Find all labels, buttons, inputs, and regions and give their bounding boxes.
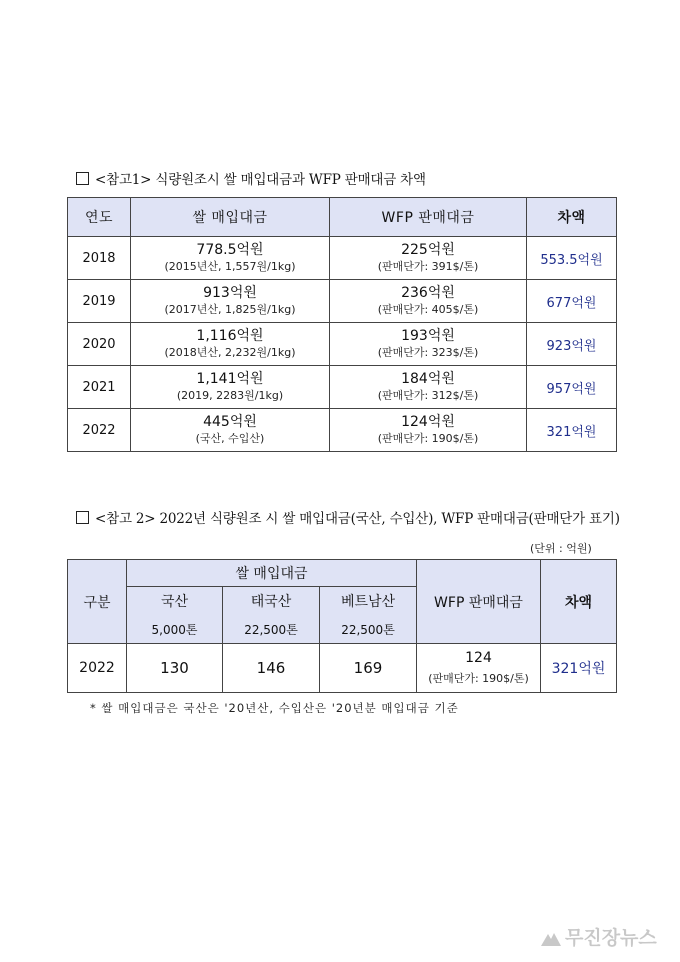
wfp-amount: 124억원 [401, 414, 455, 430]
table-row [68, 237, 617, 280]
header-purchase: 쌀 매입대금 [131, 198, 330, 237]
table-row [68, 323, 617, 366]
row-purchase-cell [131, 237, 330, 280]
row-wfp-cell [330, 237, 527, 280]
row-difference: 957억원 [527, 366, 617, 409]
purchase-note: (2017년산, 1,825원/1kg) [164, 303, 296, 316]
origin-tonnage: 5,000톤 [151, 623, 198, 637]
purchase-note: (2019, 2283원/1kg) [176, 389, 284, 402]
origin-domestic-header [127, 587, 223, 644]
unit-label: (단위 : 억원) [530, 542, 592, 555]
wfp-amount: 236억원 [401, 285, 455, 301]
row-wfp-cell [330, 280, 527, 323]
section2-heading [76, 507, 620, 527]
purchase-note: (2018년산, 2,232원/1kg) [164, 346, 296, 359]
row-purchase-cell [131, 409, 330, 452]
footnote: * 쌀 매입대금은 국산은 '20년산, 수입산은 '20년분 매입대금 기준 [90, 701, 459, 715]
row-purchase-cell [131, 366, 330, 409]
row-year: 2020 [68, 323, 131, 366]
wfp-note: (판매단가: 405$/톤) [377, 303, 479, 316]
header-purchase: 쌀 매입대금 [127, 560, 417, 587]
origin-tonnage: 22,500톤 [341, 623, 395, 637]
vietnam-value: 169 [320, 644, 417, 693]
purchase-difference-table [67, 197, 617, 452]
watermark-text: 무진장뉴스 [565, 927, 657, 949]
purchase-amount: 1,116억원 [196, 328, 264, 344]
row-year: 2022 [68, 409, 131, 452]
mountain-logo-icon [540, 929, 562, 952]
purchase-note: (2015년산, 1,557원/1kg) [164, 260, 296, 273]
origin-thailand-header [223, 587, 320, 644]
row-wfp-cell [330, 409, 527, 452]
table-row [68, 409, 617, 452]
table-row [68, 644, 617, 693]
header-wfp: WFP 판매대금 [417, 560, 541, 644]
row-year: 2019 [68, 280, 131, 323]
row-difference: 321억원 [541, 644, 617, 693]
origin-vietnam-header [320, 587, 417, 644]
row-year: 2022 [68, 644, 127, 693]
wfp-note: (판매단가: 323$/톤) [377, 346, 479, 359]
wfp-amount: 184억원 [401, 371, 455, 387]
origin-tonnage: 22,500톤 [244, 623, 298, 637]
row-purchase-cell [131, 280, 330, 323]
origin-name: 국산 [160, 594, 189, 610]
thailand-value: 146 [223, 644, 320, 693]
wfp-note: (판매단가: 312$/톤) [377, 389, 479, 402]
table-header-row [68, 198, 617, 237]
purchase-amount: 445억원 [203, 414, 257, 430]
wfp-amount: 124 [465, 650, 492, 666]
row-difference: 553.5억원 [527, 237, 617, 280]
origin-name: 태국산 [250, 594, 292, 610]
wfp-amount: 225억원 [401, 242, 455, 258]
header-year: 연도 [68, 198, 131, 237]
wfp-note: (판매단가: 190$/톤) [377, 432, 479, 445]
header-difference: 차액 [527, 198, 617, 237]
row-difference: 321억원 [527, 409, 617, 452]
row-year: 2021 [68, 366, 131, 409]
header-category: 구분 [68, 560, 127, 644]
row-year: 2018 [68, 237, 131, 280]
purchase-amount: 778.5억원 [196, 242, 264, 258]
section1-title: <참고1> 식량원조시 쌀 매입대금과 WFP 판매대금 차액 [95, 172, 426, 188]
checkbox-square-icon [76, 511, 89, 524]
wfp-amount: 193억원 [401, 328, 455, 344]
origin-name: 베트남산 [340, 594, 396, 610]
header-wfp: WFP 판매대금 [330, 198, 527, 237]
table-header-row [68, 560, 617, 587]
section1-heading [76, 168, 426, 188]
table-row [68, 366, 617, 409]
row-purchase-cell [131, 323, 330, 366]
wfp-note: (판매단가: 190$/톤) [428, 672, 529, 685]
checkbox-square-icon [76, 172, 89, 185]
domestic-value: 130 [127, 644, 223, 693]
wfp-note: (판매단가: 391$/톤) [377, 260, 479, 273]
table-row [68, 280, 617, 323]
row-difference: 677억원 [527, 280, 617, 323]
origin-breakdown-table [67, 559, 617, 693]
purchase-note: (국산, 수입산) [195, 432, 265, 445]
watermark [540, 923, 657, 952]
row-wfp-cell [417, 644, 541, 693]
header-difference: 차액 [541, 560, 617, 644]
section2-title: <참고 2> 2022년 식량원조 시 쌀 매입대금(국산, 수입산), WFP 판매대금(판매단가 표기) [95, 511, 620, 527]
purchase-amount: 913억원 [203, 285, 257, 301]
row-difference: 923억원 [527, 323, 617, 366]
row-wfp-cell [330, 323, 527, 366]
purchase-amount: 1,141억원 [196, 371, 264, 387]
row-wfp-cell [330, 366, 527, 409]
